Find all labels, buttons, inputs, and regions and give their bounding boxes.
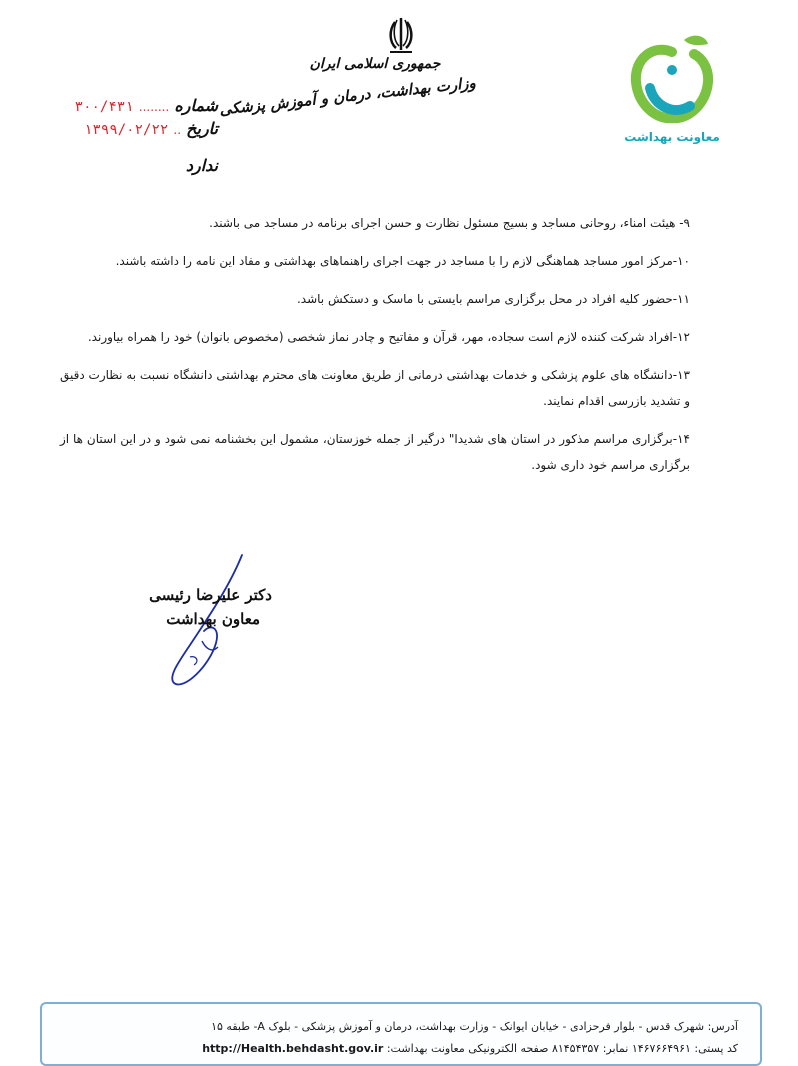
list-item: ۱۲-افراد شرکت کننده لازم است سجاده، مهر، قرآن و مفاتیح و چادر نماز شخصی (مخصوص بانوان) خود را همراه بیاورند. [87, 330, 690, 344]
date-label: تاریخ [186, 119, 218, 138]
footer-box [40, 1002, 762, 1066]
list-item: ۱۱-حضور کلیه افراد در محل برگزاری مراسم بایستی با ماسک و دستکش باشد. [296, 292, 690, 306]
ministry-line-2: وزارت بهداشت، درمان و آموزش پزشکی [218, 73, 477, 119]
letter-date [70, 119, 218, 138]
number-value: ۳۰۰/۴۳۱ [74, 99, 134, 115]
footer-contact: کد پستی: ۱۴۶۷۶۶۴۹۶۱ نمابر: ۸۱۴۵۴۳۵۷ صفحه الکترونیکی معاونت بهداشت: [386, 1042, 738, 1055]
letter-number [70, 96, 218, 115]
ministry-line-1: جمهوری اسلامی ایران [309, 56, 441, 72]
letter-attachment [70, 156, 218, 175]
letter-body [60, 198, 690, 483]
date-value: ۱۳۹۹/۰۲/۲۲ [84, 122, 169, 138]
footer-address: آدرس: شهرک قدس - بلوار فرحزادی - خیابان ایوانک - وزارت بهداشت، درمان و آموزش پزشکی - بلوک A- طبقه ۱۵ [211, 1020, 738, 1033]
list-item: ۱۰-مرکز امور مساجد هماهنگی لازم را با مساجد در جهت اجرای راهنماهای بهداشتی و مفاد این نامه را داشته باشند. [115, 254, 690, 268]
number-label: شماره [174, 96, 218, 115]
iran-emblem-icon [386, 16, 416, 54]
date-dots: .. [173, 123, 182, 137]
footer-website-link[interactable]: http://Health.behdasht.gov.ir [202, 1042, 384, 1055]
number-dots: ........ [138, 100, 170, 114]
list-item: ۹- هیئت امناء، روحانی مساجد و بسیج مسئول نظارت و حسن اجرای برنامه در مساجد می باشند. [209, 216, 690, 230]
signatory-name: دکتر علیرضا رئیسی [149, 586, 272, 604]
list-item: ۱۳-دانشگاه های علوم پزشکی و خدمات بهداشتی درمانی از طریق معاونت های محترم بهداشتی دانشگاه نسبت به نظارت دقیق و تشدید بازرسی اقدام نمایند. [60, 368, 690, 408]
attachment-label: ندارد [185, 156, 218, 175]
health-deputy-logo [624, 30, 720, 150]
apple-logo-icon [624, 30, 720, 130]
footer-contact-line [202, 1042, 738, 1055]
logo-caption: معاونت بهداشت [624, 130, 720, 144]
signatory-role: معاون بهداشت [166, 610, 260, 628]
list-item: ۱۴-برگزاری مراسم مذکور در استان های شدیدا" درگیر از جمله خوزستان، مشمول این بخشنامه نمی شود و در این استان ها از برگزاری مراسم خود داری شود. [60, 432, 690, 472]
